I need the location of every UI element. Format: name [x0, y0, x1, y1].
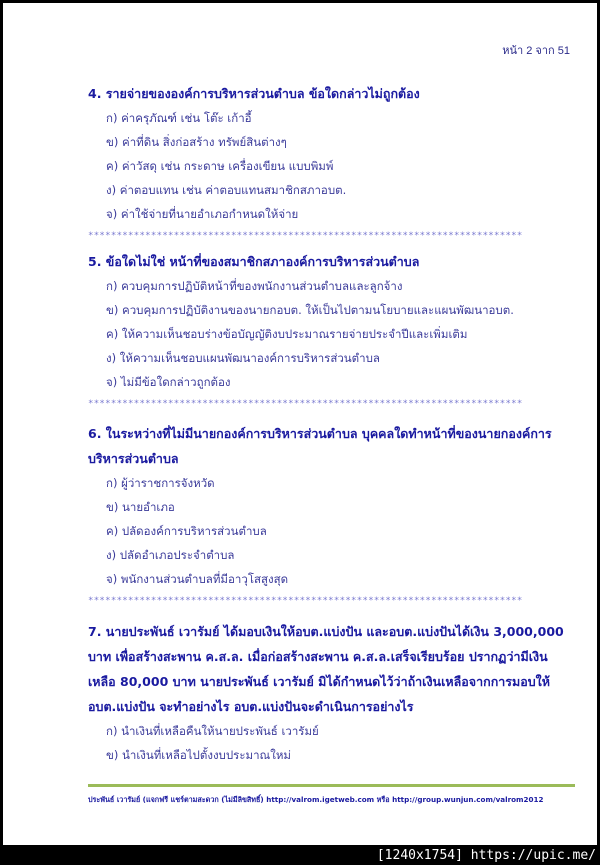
- page-number: หน้า 2 จาก 51: [502, 45, 570, 57]
- question-7: [88, 619, 564, 767]
- footer-divider-line: [88, 784, 575, 787]
- choice: จ) ค่าใช้จ่ายที่นายอำเภอกำหนดให้จ่าย: [106, 207, 299, 221]
- choice: ข) นายอำเภอ: [106, 500, 175, 514]
- question-6: [88, 421, 552, 611]
- choice: ข) ควบคุมการปฏิบัติงานของนายกอบต. ให้เป็นไปตามนโยบายและแผนพัฒนาอบต.: [106, 303, 514, 317]
- question-text-line: 6. ในระหว่างที่ไม่มีนายกองค์การบริหารส่วนตำบล บุคคลใดทำหน้าที่ของนายกองค์การ: [88, 426, 552, 441]
- watermark: [1240x1754] https://upic.me/: [376, 848, 596, 863]
- question-text-line: เหลือ 80,000 บาท นายประพันธ์ เวารัมย์ มิได้กำหนดไว้ว่าถ้าเงินเหลือจากการมอบให้: [88, 674, 551, 689]
- divider: ****************************************************************************: [88, 596, 523, 606]
- divider: ****************************************************************************: [88, 399, 523, 409]
- question-text-line: บาท เพื่อสร้างสะพาน ค.ส.ล. เมื่อก่อสร้างสะพาน ค.ส.ล.เสร็จเรียบร้อย ปรากฏว่ามีเงิน: [88, 649, 548, 664]
- choice: ข) ค่าที่ดิน สิ่งก่อสร้าง ทรัพย์สินต่างๆ: [106, 135, 287, 149]
- choice: จ) พนักงานส่วนตำบลที่มีอาวุโสสูงสุด: [106, 572, 289, 586]
- choice: ก) ควบคุมการปฏิบัติหน้าที่ของพนักงานส่วนตำบลและลูกจ้าง: [106, 279, 403, 293]
- question-text: 4. รายจ่ายขององค์การบริหารส่วนตำบล ข้อใดกล่าวไม่ถูกต้อง: [88, 86, 420, 101]
- choice: ค) ให้ความเห็นชอบร่างข้อบัญญัติงบประมาณรายจ่ายประจำปีและเพิ่มเติม: [106, 327, 468, 341]
- choice: ก) นำเงินที่เหลือคืนให้นายประพันธ์ เวารัมย์: [106, 724, 319, 738]
- choice: ก) ผู้ว่าราชการจังหวัด: [106, 476, 215, 490]
- choice: ง) ให้ความเห็นชอบแผนพัฒนาองค์การบริหารส่วนตำบล: [106, 351, 380, 365]
- choice: ข) นำเงินที่เหลือไปตั้งงบประมาณใหม่: [106, 748, 291, 762]
- footer-text: ประพันธ์ เวารัมย์ (แจกฟรี แชร์ตามสะดวก (ไม่มีลิขสิทธิ์) http://valrom.igetweb.com หรือ http://group.wunjun.com/valrom2012: [88, 795, 544, 804]
- divider: ****************************************************************************: [88, 231, 523, 241]
- question-text-line: 7. นายประพันธ์ เวารัมย์ ได้มอบเงินให้อบต.แบ่งปัน และอบต.แบ่งปันได้เงิน 3,000,000: [88, 624, 564, 639]
- choice: ค) ค่าวัสดุ เช่น กระดาษ เครื่องเขียน แบบพิมพ์: [106, 159, 334, 173]
- question-4: [88, 81, 548, 246]
- question-text-line: บริหารส่วนตำบล: [88, 451, 179, 466]
- question-5: [88, 249, 548, 414]
- question-text: 5. ข้อใดไม่ใช่ หน้าที่ของสมาชิกสภาองค์การบริหารส่วนตำบล: [88, 254, 420, 269]
- document-page: [3, 3, 597, 845]
- question-text-line: อบต.แบ่งปัน จะทำอย่างไร อบต.แบ่งปันจะดำเนินการอย่างไร: [88, 699, 414, 714]
- choice: ก) ค่าครุภัณฑ์ เช่น โต๊ะ เก้าอี้: [106, 111, 252, 125]
- choice: จ) ไม่มีข้อใดกล่าวถูกต้อง: [106, 375, 231, 389]
- choice: ค) ปลัดองค์การบริหารส่วนตำบล: [106, 524, 267, 538]
- choice: ง) ค่าตอบแทน เช่น ค่าตอบแทนสมาชิกสภาอบต.: [106, 183, 347, 197]
- choice: ง) ปลัดอำเภอประจำตำบล: [106, 548, 235, 562]
